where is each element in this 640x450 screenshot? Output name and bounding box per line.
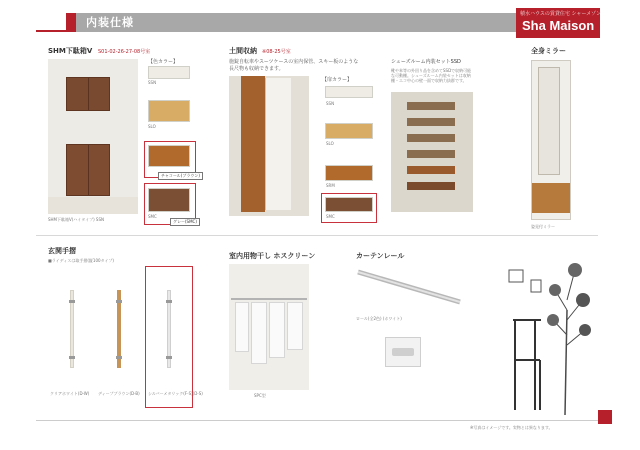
- swatch-label: SLO: [326, 141, 334, 146]
- footer-accent: [598, 410, 612, 424]
- swatch-slo: [325, 123, 373, 139]
- handrail-subtitle: ■ライディスは取手摺(縦100タイプ): [48, 258, 114, 263]
- mirror-title: 全身ミラー: [531, 47, 566, 55]
- curtain-title: カーテンレール: [356, 252, 405, 260]
- shoes-colors-label: 【色カラー】: [148, 59, 179, 65]
- curtain-rail-image: [356, 266, 462, 306]
- mirror-caption: 姿見付ミラー: [531, 224, 555, 229]
- swatch-srm: [325, 165, 373, 181]
- storage-door: [241, 76, 265, 212]
- swatch-smc: [148, 188, 190, 212]
- shoe-room-title: シューズルーム内装セットSSD: [391, 59, 461, 65]
- door-colors-label: 【扉カラー】: [322, 77, 353, 83]
- swatch-label: SLO: [148, 124, 156, 129]
- entrance-storage-photo: [229, 76, 309, 216]
- swatch-ssn: [325, 86, 373, 98]
- entrance-storage-code: ※08-25号室: [262, 49, 291, 55]
- selected-tag: グレー(SMC): [170, 218, 200, 226]
- selected-tag: チャコール(ブラウン): [158, 172, 203, 180]
- logo-text: Sha Maison: [522, 18, 595, 33]
- swatch-label: SSN: [326, 101, 335, 106]
- laundry-caption: SPC型: [254, 393, 266, 398]
- selection-frame: [145, 266, 193, 408]
- entrance-storage-desc: 施錠自転車やスーツケースの室内保管、スキー板のような: [229, 59, 359, 65]
- swatch-ssn: [148, 66, 190, 79]
- shoe-room-photo: [391, 92, 473, 212]
- curtain-bracket-image: [385, 337, 421, 367]
- laundry-photo: [229, 264, 309, 390]
- swatch-label: SRM: [326, 183, 335, 188]
- storage-interior: [265, 78, 291, 210]
- shoes-cabinet-code: S01-02-26-27-08号室: [98, 49, 151, 55]
- logo-subtitle: 積水ハウスの賃貸住宅 シャーメゾン: [520, 11, 601, 17]
- cabinet-upper: [66, 77, 110, 111]
- swatch-slo: [148, 100, 190, 122]
- handrail-label: クリアホワイト(D-W): [50, 391, 90, 396]
- handrail-label: ディープブラウン(D-B): [98, 391, 140, 396]
- swatch-label: SMC: [148, 214, 157, 219]
- entrance-storage-desc: 長尺物も収納できます。: [229, 66, 284, 72]
- page-title: 内装仕様: [86, 16, 134, 29]
- swatch-label: SSN: [148, 80, 157, 85]
- laundry-title: 室内用物干し ホスクリーン: [229, 252, 316, 260]
- chair-plant-illustration: [495, 250, 595, 420]
- footer-rule: [36, 420, 598, 421]
- swatch-label: SMC: [326, 214, 335, 219]
- shoes-cabinet-caption: SHM下駄箱V(ハイタイプ) SSN: [48, 217, 104, 222]
- mirror-photo: [531, 60, 571, 220]
- section-divider: [36, 235, 598, 236]
- header-accent: [66, 13, 76, 32]
- shoes-cabinet-photo: [48, 59, 138, 214]
- cabinet-lower: [66, 144, 110, 196]
- curtain-caption: ロール(全2色) (ホワイト): [356, 316, 402, 321]
- handrail-label: シルバーメタリック(F-S)(D-S): [148, 391, 203, 396]
- handrail-title: 玄関手摺: [48, 247, 76, 255]
- swatch-smc: [325, 197, 373, 212]
- brand-logo: [516, 8, 600, 38]
- entrance-storage-title: 土間収納: [229, 47, 257, 55]
- shoe-room-desc: 靴や傘等の外回り品を含めてSSDで収納可能な可動棚。シューズルーム内装セットは収納棚・エコ中心の壁一面で収納力抜群です。: [391, 68, 472, 83]
- swatch-srm: [148, 145, 190, 167]
- footer-note: ※写真はイメージです。実物とは異なります。: [470, 425, 553, 430]
- mirror-glass: [538, 67, 560, 175]
- shoes-cabinet-title: SHM下駄箱V: [48, 47, 93, 55]
